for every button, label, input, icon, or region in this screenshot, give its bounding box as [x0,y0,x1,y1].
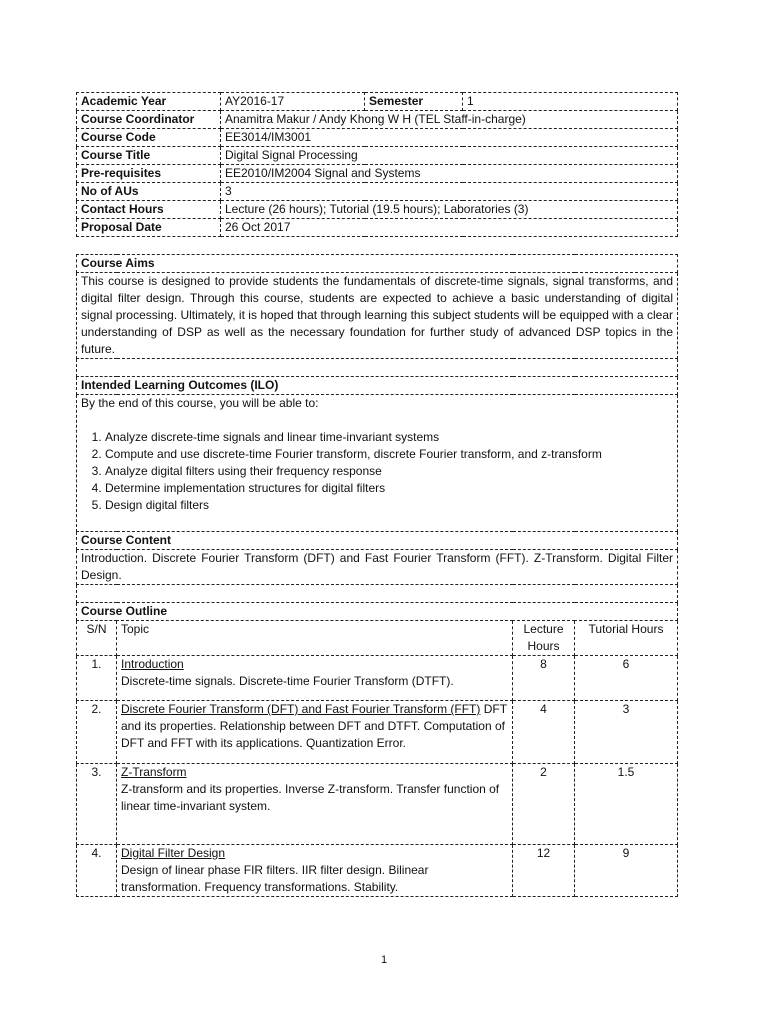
row-tutorial-hours: 9 [575,845,678,897]
proposal-date-label: Proposal Date [77,219,221,237]
info-row-prereq [77,165,678,183]
row-tutorial-hours: 6 [575,656,678,701]
prereq-value: EE2010/IM2004 Signal and Systems [221,165,678,183]
topic-title: Digital Filter Design [121,846,226,860]
ilo-list [81,429,673,514]
contact-hours-label: Contact Hours [77,201,221,219]
col-tutorial-header: Tutorial Hours [575,621,678,656]
row-tutorial-hours: 3 [575,701,678,764]
info-row-academic-year [77,93,678,111]
table-row [77,656,678,701]
ilo-heading: Intended Learning Outcomes (ILO) [77,377,678,395]
info-row-proposal [77,219,678,237]
aus-value: 3 [221,183,678,201]
col-topic-header: Topic [117,621,513,656]
page-number: 1 [380,954,388,966]
course-aims-text: This course is designed to provide students the fundamentals of discrete-time signals, signal transforms, and digital filter design. Through this course, students are expected to achieve a basic understanding of digital signal processing. Ultimately, it is hoped that through learning this subject students will be equipped with a clear understanding of DSP as well as the necessary foundation for further study of advanced DSP topics in the future. [77,273,678,359]
course-content-text: Introduction. Discrete Fourier Transform (DFT) and Fast Fourier Transform (FFT). Z-Transform. Digital Filter Design. [77,550,678,585]
course-title-label: Course Title [77,147,221,165]
course-content-heading: Course Content [77,532,678,550]
info-row-aus [77,183,678,201]
row-lecture-hours: 12 [513,845,575,897]
row-lecture-hours: 8 [513,656,575,701]
course-code-value: EE3014/IM3001 [221,129,678,147]
spacer-row [77,359,678,377]
course-document [76,92,678,897]
ilo-intro: By the end of this course, you will be able to: [81,396,319,410]
coordinator-value: Anamitra Makur / Andy Khong W H (TEL Staff-in-charge) [221,111,678,129]
col-sn-header: S/N [77,621,117,656]
info-row-code [77,129,678,147]
contact-hours-value: Lecture (26 hours); Tutorial (19.5 hours); Laboratories (3) [221,201,678,219]
row-sn: 2. [77,701,117,764]
row-sn: 1. [77,656,117,701]
table-row [77,764,678,845]
course-details-table [76,254,678,897]
row-lecture-hours: 2 [513,764,575,845]
proposal-date-value: 26 Oct 2017 [221,219,678,237]
row-lecture-hours: 4 [513,701,575,764]
academic-year-label: Academic Year [77,93,221,111]
ilo-item: 4. Determine implementation structures for digital filters [105,480,673,497]
spacer-row [77,585,678,603]
row-topic [117,845,513,897]
coordinator-label: Course Coordinator [77,111,221,129]
topic-desc: Discrete-time signals. Discrete-time Fourier Transform (DTFT). [121,674,454,688]
table-row [77,701,678,764]
row-sn: 4. [77,845,117,897]
course-code-label: Course Code [77,129,221,147]
topic-title: Introduction [121,657,184,671]
outline-header-row [77,621,678,656]
row-topic [117,701,513,764]
row-topic [117,656,513,701]
info-row-coordinator [77,111,678,129]
ilo-item: 1. Analyze discrete-time signals and linear time-invariant systems [105,429,673,446]
topic-title: Discrete Fourier Transform (DFT) and Fast Fourier Transform (FFT) [121,702,481,716]
course-info-table [76,92,678,237]
topic-title: Z-Transform [121,765,187,779]
row-sn: 3. [77,764,117,845]
topic-desc: DFT and its properties. Relationship between DFT and DTFT. Computation of DFT and FFT with its applications. Quantization Error. [121,702,507,750]
ilo-body [77,395,678,532]
table-row [77,845,678,897]
topic-desc: Design of linear phase FIR filters. IIR filter design. Bilinear transformation. Frequency transformations. Stability. [121,863,429,894]
semester-label: Semester [365,93,463,111]
semester-value: 1 [463,93,678,111]
course-outline-heading: Course Outline [77,603,678,621]
col-lecture-header: Lecture Hours [513,621,575,656]
prereq-label: Pre-requisites [77,165,221,183]
row-tutorial-hours: 1.5 [575,764,678,845]
row-topic [117,764,513,845]
ilo-item: 5. Design digital filters [105,497,673,514]
ilo-item: 3. Analyze digital filters using their frequency response [105,463,673,480]
ilo-item: 2. Compute and use discrete-time Fourier transform, discrete Fourier transform, and z-transform [105,446,673,463]
course-title-value: Digital Signal Processing [221,147,678,165]
info-row-title [77,147,678,165]
course-aims-heading: Course Aims [77,255,678,273]
topic-desc: Z-transform and its properties. Inverse Z-transform. Transfer function of linear time-invariant system. [121,782,500,813]
info-row-contact [77,201,678,219]
academic-year-value: AY2016-17 [221,93,365,111]
aus-label: No of AUs [77,183,221,201]
